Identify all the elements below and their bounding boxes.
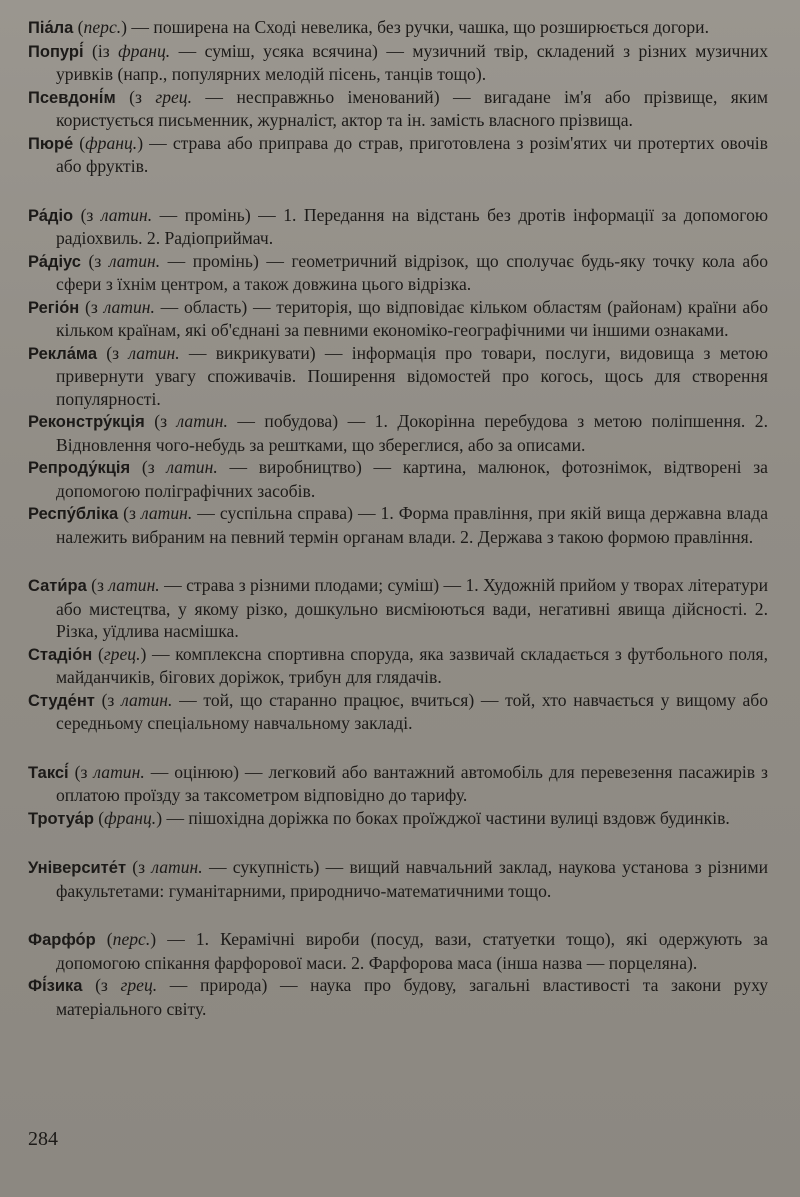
entry-origin-open: (з — [86, 575, 109, 595]
entry-term: Регіо́н — [28, 298, 80, 317]
entry-definition: ) — 1. Керамічні вироби (посуд, вази, статуетки тощо), які одержують за допомогою спікання фарфорової маси. 2. Фарфорова маса (інша назва — порцеляна). — [56, 929, 768, 973]
glossary-section — [28, 574, 768, 735]
entry-definition: — страва з різними плодами; суміш) — 1. Художній прийом у творах літератури або мистецтва, у якому різко, дошкульно висміюються вади, негативні явища дійсності. 2. Різка, уїдлива насмішка. — [56, 575, 769, 641]
entry-term: Рекла́ма — [28, 344, 98, 363]
entry-definition: ) — страва або приправа до страв, приготовлена з розім'ятих чи протертих овочів або фруктів. — [56, 132, 768, 176]
entry-definition: — викрикувати) — інформація про товари, послуги, видовища з метою привернути увагу споживачів. Поширення відомостей про когось, щось для створення популярності. — [56, 342, 768, 409]
entry-language: латин. — [93, 761, 145, 782]
glossary-entry — [28, 296, 768, 342]
glossary-entry — [28, 807, 768, 831]
entry-definition: — суміш, усяка всячина) — музичний твір, складений з різних музичних уривків (напр., популярних мелодій пісень, танців тощо). — [56, 40, 768, 84]
glossary-section — [28, 16, 768, 178]
glossary-entry — [28, 410, 768, 456]
entry-origin-open: (з — [118, 503, 141, 523]
entry-term: Фі́зика — [28, 977, 83, 995]
entry-origin-open: (з — [126, 857, 152, 877]
glossary-section — [28, 761, 768, 831]
entry-language: латин. — [151, 857, 203, 877]
glossary-entry — [28, 643, 768, 689]
entry-origin-open: (з — [80, 250, 109, 271]
entry-term: Таксі́ — [28, 763, 69, 782]
glossary-entry — [28, 456, 768, 502]
entry-definition: — промінь) — геометричний відрізок, що сполучає будь-яку точку кола або сфери з їхнім центром, а також довжина цього відрізка. — [56, 250, 768, 294]
glossary-entry — [28, 16, 768, 40]
glossary-entry — [28, 574, 768, 643]
entry-term: Піа́ла — [28, 19, 74, 37]
glossary-entry — [28, 502, 768, 548]
glossary-section — [28, 204, 768, 549]
entry-origin-open: ( — [73, 132, 86, 153]
entry-language: латин. — [176, 411, 228, 431]
entry-language: латин. — [103, 296, 155, 317]
entry-language: франц. — [118, 40, 171, 61]
entry-origin-open: (з — [115, 86, 156, 107]
glossary-entry — [28, 689, 768, 735]
entry-origin-open: (з — [97, 342, 129, 363]
entry-term: Стадіо́н — [28, 645, 93, 664]
entry-term: Респу́бліка — [28, 505, 119, 523]
entry-language: латин. — [140, 503, 193, 523]
entry-term: Попурі́ — [28, 42, 84, 61]
entry-origin-open: (з — [82, 975, 121, 995]
glossary-entry — [28, 250, 768, 296]
entry-language: перс. — [83, 17, 122, 37]
entry-definition: ) — комплексна спортивна споруда, яка зазвичай складається з футбольного поля, майданчиків, бігових доріжок, трибун для глядачів. — [56, 643, 768, 687]
glossary-entry — [28, 928, 768, 974]
entry-definition: — виробництво) — картина, малюнок, фотознімок, відтворені за допомогою поліграфічних засобів. — [56, 457, 768, 501]
entry-term: Ра́діо — [28, 206, 74, 225]
glossary-section — [28, 928, 768, 1020]
entry-origin-open: ( — [73, 17, 84, 37]
entry-definition: — промінь) — 1. Передання на відстань без дротів інформації за допомогою радіохвиль. 2. Радіоприймач. — [56, 204, 769, 248]
entry-term: Псевдоні́м — [28, 88, 116, 107]
entry-term: Пюре́ — [28, 134, 74, 153]
entry-origin-open: (з — [73, 204, 101, 225]
entry-term: Студе́нт — [28, 691, 95, 710]
entry-term: Тротуа́р — [28, 809, 94, 828]
entry-definition: — природа) — наука про будову, загальні властивості та закони руху матеріального світу. — [56, 975, 768, 1019]
entry-definition: — побудова) — 1. Докорінна перебудова з метою поліпшення. 2. Відновлення чого-небудь за рештками, що збереглися, або за описами. — [56, 411, 768, 455]
glossary-entry — [28, 86, 768, 132]
entry-language: латин. — [108, 250, 161, 271]
glossary-entry — [28, 132, 768, 178]
entry-origin-open: (з — [68, 761, 94, 782]
entry-language: латин. — [166, 457, 218, 477]
entry-term: Репроду́кція — [28, 459, 131, 477]
entry-language: латин. — [128, 342, 180, 363]
entry-origin-open: (з — [144, 411, 177, 431]
glossary-entry — [28, 342, 768, 411]
entry-language: латин. — [121, 689, 173, 710]
entry-origin-open: ( — [92, 643, 104, 664]
entry-language: перс. — [112, 929, 151, 949]
entry-origin-open: (із — [83, 40, 119, 61]
glossary-entry — [28, 974, 768, 1020]
entry-origin-open: (з — [79, 296, 104, 317]
entry-language: грец. — [103, 643, 141, 664]
entry-definition: — несправжньо іменований) — вигадане ім'я або прізвище, яким користується письменник, журналіст, актор та ін. замість власного прізвища. — [56, 86, 768, 130]
entry-term: Університе́т — [28, 859, 127, 877]
entry-origin-open: ( — [95, 929, 113, 949]
glossary-entry — [28, 761, 768, 807]
entry-language: латин. — [100, 204, 153, 225]
glossary-entry — [28, 40, 768, 86]
glossary-entry — [28, 856, 768, 902]
entry-term: Сати́ра — [28, 577, 87, 595]
entry-origin-open: ( — [93, 807, 105, 828]
entry-term: Реконстру́кція — [28, 413, 145, 431]
entry-origin-open: (з — [130, 457, 167, 477]
entry-definition: — той, що старанно працює, вчиться) — той, хто навчається у вищому або середньому спеціальному навчальному закладі. — [56, 689, 768, 733]
entry-definition: — оцінюю) — легковий або вантажний автомобіль для перевезення пасажирів з оплатою проїзду за таксометром відповідно до тарифу. — [56, 761, 768, 805]
glossary-content — [28, 16, 768, 1020]
page-number: 284 — [28, 1128, 58, 1150]
entry-term: Фарфо́р — [28, 931, 96, 949]
glossary-section — [28, 856, 768, 902]
entry-definition: — область) — територія, що відповідає кільком областям (районам) країни або кільком країнам, які об'єднані за певними економіко-географічними чи іншими ознаками. — [56, 296, 768, 340]
entry-term: Ра́діус — [28, 252, 81, 271]
glossary-entry — [28, 204, 768, 250]
entry-origin-open: (з — [94, 689, 122, 710]
entry-definition: — сукупність) — вищий навчальний заклад, наукова установа з різними факультетами: гуманітарними, природничо-математичними тощо. — [56, 857, 768, 901]
entry-language: франц. — [85, 132, 138, 153]
entry-language: грец. — [120, 975, 158, 995]
entry-language: латин. — [108, 575, 160, 595]
entry-language: грец. — [155, 86, 192, 107]
entry-definition: ) — поширена на Сході невелика, без ручки, чашка, що розширюється догори. — [121, 17, 709, 37]
entry-definition: — суспільна справа) — 1. Форма правління, при якій вища державна влада належить вибраним на певний термін органам влади. 2. Держава з такою формою правління. — [56, 503, 769, 547]
entry-language: франц. — [104, 807, 157, 828]
entry-definition: ) — пішохідна доріжка по боках проїжджої частини вулиці вздовж будинків. — [156, 807, 730, 828]
